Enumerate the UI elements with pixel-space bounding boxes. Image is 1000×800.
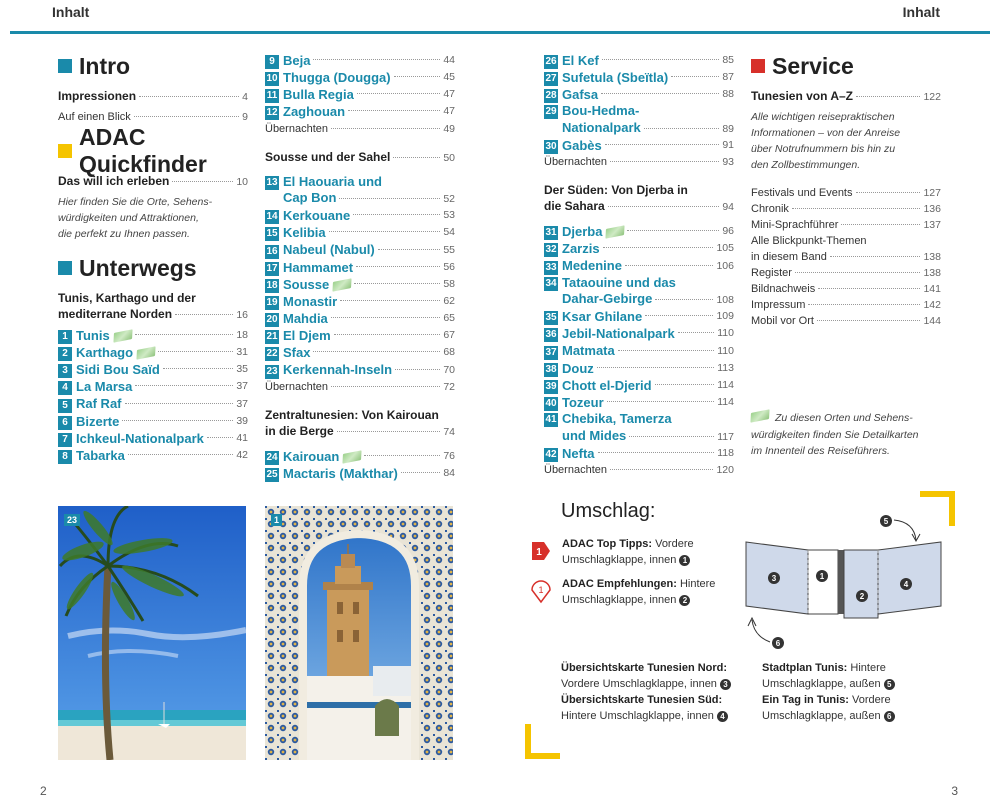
toc-entry[interactable]: Auf einen Blick 9 [58,111,248,123]
place-entry[interactable]: 39 Chott el-Djerid 114 [545,377,734,393]
detail-map-icon [333,278,352,292]
place-entry[interactable]: 16 Nabeul (Nabul) 55 [266,242,455,258]
cover-flap-diagram [736,510,952,650]
svg-text:1: 1 [536,547,542,558]
section-title: Service [772,52,854,79]
place-entry[interactable]: 28 Gafsa 88 [545,87,734,103]
detail-map-note: Zu diesen Orten und Sehens- würdigkeiten finden Sie Detailkarten im Innenteil des Reiseführers. [751,410,941,460]
place-entry[interactable]: 31 Djerba 96 [545,224,734,240]
photo-tunis-minaret [265,506,453,760]
region-heading: Tunis, Karthago und der [58,291,196,305]
ref-number-icon: 6 [884,711,895,722]
photo-number-badge: 1 [271,514,282,526]
place-entry[interactable]: 23 Kerkennah-Inseln 70 [266,362,455,378]
detail-map-icon [343,450,362,464]
place-entry[interactable]: 24 Kairouan 76 [266,448,455,464]
place-entry[interactable]: 17 Hammamet 56 [266,259,455,275]
toc-entry[interactable]: Mobil vor Ort 144 [751,315,941,327]
toc-entry[interactable]: Übernachten 49 [265,122,455,135]
place-entry[interactable]: 15 Kelibia 54 [266,225,455,241]
place-entry[interactable]: 22 Sfax 68 [266,345,455,361]
place-entry[interactable]: 37 Matmata 110 [545,343,734,359]
recommendation-marker-icon [530,578,552,604]
toc-entry[interactable]: Übernachten 120 [544,463,734,476]
place-entry[interactable]: 6 Bizerte 39 [58,413,248,430]
ref-number-icon: 3 [720,679,731,690]
place-entry[interactable]: 13 El Haouaria und Cap Bon 52 [266,173,455,205]
place-entry[interactable]: 4 La Marsa 37 [58,378,248,395]
header-rule [10,31,990,34]
diagram-label: 4 [903,580,909,589]
diagram-label: 1 [819,572,825,581]
flap-panel-4 [878,542,941,614]
place-entry[interactable]: 9 Beja 44 [265,52,455,69]
section-title: ADAC Quickfinder [79,124,207,177]
corner-bracket-top-right [918,490,958,530]
toc-entry[interactable]: mediterrane Norden 16 [58,307,248,321]
place-entry[interactable]: 26 El Kef 85 [545,52,734,68]
page-number-right: 3 [951,784,958,798]
toc-entry[interactable]: Impressum 142 [751,299,941,311]
place-entry[interactable]: 40 Tozeur 114 [545,394,734,410]
place-entry[interactable]: 29 Bou-Hedma- Nationalpark 89 [545,103,734,135]
place-entry[interactable]: 21 El Djem 67 [266,328,455,344]
detail-map-icon [750,409,769,423]
section-unterwegs [58,254,248,282]
toc-entry[interactable]: Übernachten 72 [265,380,455,393]
toc-entry[interactable]: Tunesien von A–Z 122 [751,89,941,103]
running-header-right: Inhalt [902,4,940,20]
toc-entry[interactable]: Register 138 [751,267,941,279]
place-entry[interactable]: 14 Kerkouane 53 [266,208,455,224]
legend-empfehlungen: 1 ADAC Empfehlungen: Hintere Umschlagklappe, innen 2 [530,576,730,608]
place-entry[interactable]: 42 Nefta 118 [545,445,734,461]
cover-city-list: Stadtplan Tunis: Hintere Umschlagklappe, außen 5 Ein Tag in Tunis: Vordere Umschlagklappe, außen 6 [762,660,952,724]
place-entry[interactable]: 10 Thugga (Dougga) 45 [266,70,455,86]
toc-entry[interactable]: Festivals und Events 127 [751,187,941,199]
section-intro [58,52,248,80]
toc-entry[interactable]: Übernachten 93 [544,156,734,169]
region-entry[interactable]: Sousse und der Sahel 50 [265,149,455,164]
place-entry[interactable]: 19 Monastir 62 [266,293,455,309]
flap-panel-1 [808,550,838,614]
ref-number-icon: 1 [679,555,690,566]
detail-map-icon [136,346,155,360]
region-heading: Zentraltunesien: Von Kairouan [265,407,439,422]
toc-entry[interactable]: Chronik 136 [751,203,941,215]
ref-number-icon: 4 [717,711,728,722]
quickfinder-description: Hier finden Sie die Orte, Sehens- würdigkeiten und Attraktionen, die perfekt zu Ihnen passen. [58,196,213,240]
toc-column-3 [544,52,734,478]
place-entry[interactable]: 5 Raf Raf 37 [58,396,248,413]
service-description: Alle wichtigen reisepraktischen Informationen – von der Anreise über Notrufnummern bis hin zu den Zollbestimmungen. [751,111,901,171]
toc-entry[interactable]: Mini-Sprachführer 137 [751,219,941,231]
umschlag-title: Umschlag: [561,500,656,522]
flap-panel-2 [844,550,878,618]
toc-entry[interactable]: Das will ich erleben 10 [58,174,248,188]
photo-number-badge: 23 [64,514,80,526]
ref-number-icon: 2 [679,595,690,606]
place-entry[interactable]: 27 Sufetula (Sbeïtla) 87 [545,70,734,86]
photo-palm-beach [58,506,246,760]
section-square-icon [751,59,765,73]
minaret-illustration [265,506,453,760]
toc-entry-label: Alle Blickpunkt-Themen [751,235,867,247]
section-square-icon [58,144,72,158]
place-entry[interactable]: 34 Tataouine und das Dahar-Gebirge 108 [545,274,734,306]
place-entry[interactable]: 2 Karthago 31 [58,344,248,361]
region-entry[interactable]: in die Berge 74 [265,423,455,438]
place-entry[interactable]: 18 Sousse 58 [266,276,455,292]
section-square-icon [58,261,72,275]
book-spine [838,550,844,614]
place-entry[interactable]: 20 Mahdia 65 [266,311,455,327]
place-entry[interactable]: 41 Chebika, Tamerza und Mides 117 [545,411,734,443]
section-title: Unterwegs [79,254,197,281]
place-entry[interactable]: 25 Mactaris (Makthar) 84 [266,465,455,481]
palm-beach-illustration [58,506,246,760]
diagram-label: 3 [771,574,777,583]
diagram-label: 2 [859,592,865,601]
place-entry[interactable]: 11 Bulla Regia 47 [266,87,455,103]
region-entry[interactable]: die Sahara 94 [544,199,734,214]
place-entry[interactable]: 1 Tunis 18 [58,327,248,344]
page-number-left: 2 [40,784,47,798]
detail-map-icon [113,329,132,343]
toc-entry[interactable]: Impressionen 4 [58,89,248,103]
place-entry[interactable]: 36 Jebil-Nationalpark 110 [545,326,734,342]
section-square-icon [58,59,72,73]
place-entry[interactable]: 32 Zarzis 105 [545,241,734,257]
toc-entry[interactable]: Bildnachweis 141 [751,283,941,295]
running-header-left: Inhalt [52,4,90,20]
top-tipp-marker-icon [530,538,552,564]
ref-number-icon: 5 [884,679,895,690]
place-entry[interactable]: 33 Medenine 106 [545,258,734,274]
section-quickfinder [58,124,248,177]
place-entry[interactable]: 38 Douz 113 [545,360,734,376]
section-service [751,52,941,80]
cover-maps-list: Übersichtskarte Tunesien Nord: Vordere Umschlagklappe, innen 3 Übersichtskarte Tunesien Süd: Hintere Umschlagklappe, innen 4 [561,660,751,724]
diagram-label: 5 [883,517,889,526]
diagram-label: 6 [775,639,781,648]
toc-column-1 [58,52,248,464]
flip-arrow [894,520,916,540]
toc-column-2 [265,52,455,482]
section-title: Intro [79,52,131,79]
corner-bracket-bottom-left [522,722,562,762]
place-entry[interactable]: 3 Sidi Bou Saïd 35 [58,361,248,378]
detail-map-icon [606,225,625,239]
place-entry[interactable]: 12 Zaghouan 47 [266,104,455,120]
place-entry[interactable]: 8 Tabarka 42 [58,447,248,464]
toc-entry[interactable]: in diesem Band 138 [751,251,941,263]
region-heading: Der Süden: Von Djerba in [544,183,688,198]
place-entry[interactable]: 7 Ichkeul-Nationalpark 41 [58,430,248,447]
place-entry[interactable]: 35 Ksar Ghilane 109 [545,309,734,325]
toc-column-4 [751,52,941,329]
legend-top-tipps: 1 ADAC Top Tipps: Vordere Umschlagklappe, innen 1 [530,536,730,568]
place-entry[interactable]: 30 Gabès 91 [545,137,734,153]
svg-text:1: 1 [538,585,544,595]
